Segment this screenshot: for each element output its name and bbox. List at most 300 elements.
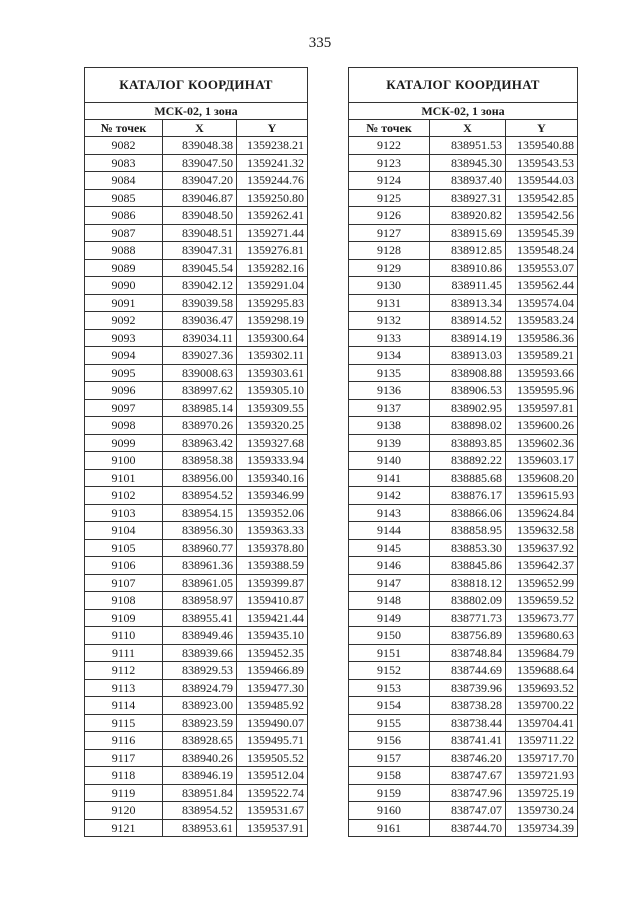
table-row bbox=[349, 749, 578, 767]
table-row bbox=[349, 522, 578, 540]
point-number-cell: 9094 bbox=[85, 347, 163, 365]
point-number-cell: 9138 bbox=[349, 417, 430, 435]
y-coordinate-cell: 1359238.21 bbox=[237, 137, 308, 155]
table-row bbox=[349, 329, 578, 347]
table-row bbox=[349, 294, 578, 312]
point-number-cell: 9119 bbox=[85, 784, 163, 802]
point-number-cell: 9161 bbox=[349, 819, 430, 837]
table-row bbox=[85, 294, 308, 312]
x-coordinate-cell: 838956.30 bbox=[163, 522, 237, 540]
table-row bbox=[349, 452, 578, 470]
table-row bbox=[85, 224, 308, 242]
y-coordinate-cell: 1359295.83 bbox=[237, 294, 308, 312]
point-number-cell: 9083 bbox=[85, 154, 163, 172]
x-coordinate-cell: 838927.31 bbox=[430, 189, 506, 207]
table-row bbox=[349, 382, 578, 400]
y-coordinate-cell: 1359725.19 bbox=[506, 784, 578, 802]
x-coordinate-cell: 838910.86 bbox=[430, 259, 506, 277]
x-coordinate-cell: 838914.19 bbox=[430, 329, 506, 347]
x-coordinate-cell: 838954.52 bbox=[163, 802, 237, 820]
point-number-cell: 9134 bbox=[349, 347, 430, 365]
point-number-cell: 9132 bbox=[349, 312, 430, 330]
table-row bbox=[349, 732, 578, 750]
point-number-cell: 9141 bbox=[349, 469, 430, 487]
table-row bbox=[85, 679, 308, 697]
table-row bbox=[85, 469, 308, 487]
table-row bbox=[349, 662, 578, 680]
x-coordinate-cell: 838915.69 bbox=[430, 224, 506, 242]
point-number-cell: 9131 bbox=[349, 294, 430, 312]
point-number-cell: 9092 bbox=[85, 312, 163, 330]
x-coordinate-cell: 838960.77 bbox=[163, 539, 237, 557]
x-coordinate-cell: 838951.84 bbox=[163, 784, 237, 802]
y-coordinate-cell: 1359652.99 bbox=[506, 574, 578, 592]
y-coordinate-cell: 1359603.17 bbox=[506, 452, 578, 470]
x-coordinate-cell: 838954.15 bbox=[163, 504, 237, 522]
point-number-cell: 9091 bbox=[85, 294, 163, 312]
x-coordinate-cell: 838961.36 bbox=[163, 557, 237, 575]
table-row bbox=[349, 627, 578, 645]
x-coordinate-cell: 838954.52 bbox=[163, 487, 237, 505]
x-coordinate-cell: 838940.26 bbox=[163, 749, 237, 767]
point-number-cell: 9090 bbox=[85, 277, 163, 295]
x-coordinate-cell: 839008.63 bbox=[163, 364, 237, 382]
x-coordinate-cell: 839045.54 bbox=[163, 259, 237, 277]
table-row bbox=[349, 434, 578, 452]
y-coordinate-cell: 1359244.76 bbox=[237, 172, 308, 190]
table-row bbox=[85, 627, 308, 645]
y-coordinate-cell: 1359512.04 bbox=[237, 767, 308, 785]
x-coordinate-cell: 838951.53 bbox=[430, 137, 506, 155]
point-number-cell: 9143 bbox=[349, 504, 430, 522]
point-number-cell: 9101 bbox=[85, 469, 163, 487]
x-coordinate-cell: 838738.28 bbox=[430, 697, 506, 715]
x-coordinate-cell: 838928.65 bbox=[163, 732, 237, 750]
table-row bbox=[85, 259, 308, 277]
column-header-x: X bbox=[163, 120, 237, 137]
x-coordinate-cell: 839034.11 bbox=[163, 329, 237, 347]
point-number-cell: 9100 bbox=[85, 452, 163, 470]
column-header-x: X bbox=[430, 120, 506, 137]
y-coordinate-cell: 1359721.93 bbox=[506, 767, 578, 785]
point-number-cell: 9097 bbox=[85, 399, 163, 417]
y-coordinate-cell: 1359262.41 bbox=[237, 207, 308, 225]
y-coordinate-cell: 1359490.07 bbox=[237, 714, 308, 732]
table-row bbox=[349, 364, 578, 382]
x-coordinate-cell: 838939.66 bbox=[163, 644, 237, 662]
point-number-cell: 9155 bbox=[349, 714, 430, 732]
y-coordinate-cell: 1359543.53 bbox=[506, 154, 578, 172]
column-header-point-number: № точек bbox=[349, 120, 430, 137]
x-coordinate-cell: 838771.73 bbox=[430, 609, 506, 627]
x-coordinate-cell: 838739.96 bbox=[430, 679, 506, 697]
y-coordinate-cell: 1359485.92 bbox=[237, 697, 308, 715]
table-row bbox=[349, 574, 578, 592]
y-coordinate-cell: 1359632.58 bbox=[506, 522, 578, 540]
point-number-cell: 9145 bbox=[349, 539, 430, 557]
point-number-cell: 9115 bbox=[85, 714, 163, 732]
x-coordinate-cell: 838876.17 bbox=[430, 487, 506, 505]
point-number-cell: 9140 bbox=[349, 452, 430, 470]
y-coordinate-cell: 1359303.61 bbox=[237, 364, 308, 382]
table-row bbox=[85, 732, 308, 750]
y-coordinate-cell: 1359589.21 bbox=[506, 347, 578, 365]
y-coordinate-cell: 1359562.44 bbox=[506, 277, 578, 295]
point-number-cell: 9154 bbox=[349, 697, 430, 715]
point-number-cell: 9096 bbox=[85, 382, 163, 400]
x-coordinate-cell: 838911.45 bbox=[430, 277, 506, 295]
y-coordinate-cell: 1359637.92 bbox=[506, 539, 578, 557]
y-coordinate-cell: 1359597.81 bbox=[506, 399, 578, 417]
x-coordinate-cell: 838845.86 bbox=[430, 557, 506, 575]
point-number-cell: 9151 bbox=[349, 644, 430, 662]
x-coordinate-cell: 838906.53 bbox=[430, 382, 506, 400]
y-coordinate-cell: 1359410.87 bbox=[237, 592, 308, 610]
x-coordinate-cell: 838858.95 bbox=[430, 522, 506, 540]
point-number-cell: 9099 bbox=[85, 434, 163, 452]
x-coordinate-cell: 838818.12 bbox=[430, 574, 506, 592]
table-row bbox=[349, 679, 578, 697]
y-coordinate-cell: 1359608.20 bbox=[506, 469, 578, 487]
x-coordinate-cell: 838747.07 bbox=[430, 802, 506, 820]
x-coordinate-cell: 838923.00 bbox=[163, 697, 237, 715]
y-coordinate-cell: 1359542.85 bbox=[506, 189, 578, 207]
table-row bbox=[85, 137, 308, 155]
point-number-cell: 9109 bbox=[85, 609, 163, 627]
point-number-cell: 9088 bbox=[85, 242, 163, 260]
x-coordinate-cell: 838929.53 bbox=[163, 662, 237, 680]
x-coordinate-cell: 838955.41 bbox=[163, 609, 237, 627]
y-coordinate-cell: 1359522.74 bbox=[237, 784, 308, 802]
table-row bbox=[349, 242, 578, 260]
table-row bbox=[349, 487, 578, 505]
y-coordinate-cell: 1359282.16 bbox=[237, 259, 308, 277]
table-row bbox=[85, 417, 308, 435]
table-row bbox=[349, 767, 578, 785]
x-coordinate-cell: 838961.05 bbox=[163, 574, 237, 592]
x-coordinate-cell: 839048.38 bbox=[163, 137, 237, 155]
table-row bbox=[85, 662, 308, 680]
y-coordinate-cell: 1359693.52 bbox=[506, 679, 578, 697]
point-number-cell: 9157 bbox=[349, 749, 430, 767]
table-row bbox=[85, 592, 308, 610]
y-coordinate-cell: 1359540.88 bbox=[506, 137, 578, 155]
x-coordinate-cell: 838898.02 bbox=[430, 417, 506, 435]
catalog-zone: МСК-02, 1 зона bbox=[85, 103, 308, 120]
table-row bbox=[85, 434, 308, 452]
y-coordinate-cell: 1359586.36 bbox=[506, 329, 578, 347]
catalog-body bbox=[349, 137, 578, 837]
x-coordinate-cell: 839046.87 bbox=[163, 189, 237, 207]
table-row bbox=[349, 189, 578, 207]
table-row bbox=[85, 609, 308, 627]
point-number-cell: 9093 bbox=[85, 329, 163, 347]
x-coordinate-cell: 838912.85 bbox=[430, 242, 506, 260]
x-coordinate-cell: 839048.50 bbox=[163, 207, 237, 225]
point-number-cell: 9087 bbox=[85, 224, 163, 242]
x-coordinate-cell: 838746.20 bbox=[430, 749, 506, 767]
y-coordinate-cell: 1359320.25 bbox=[237, 417, 308, 435]
point-number-cell: 9104 bbox=[85, 522, 163, 540]
y-coordinate-cell: 1359624.84 bbox=[506, 504, 578, 522]
point-number-cell: 9127 bbox=[349, 224, 430, 242]
point-number-cell: 9120 bbox=[85, 802, 163, 820]
y-coordinate-cell: 1359688.64 bbox=[506, 662, 578, 680]
table-row bbox=[349, 137, 578, 155]
table-row bbox=[85, 329, 308, 347]
y-coordinate-cell: 1359593.66 bbox=[506, 364, 578, 382]
table-row bbox=[349, 224, 578, 242]
point-number-cell: 9103 bbox=[85, 504, 163, 522]
x-coordinate-cell: 838945.30 bbox=[430, 154, 506, 172]
y-coordinate-cell: 1359477.30 bbox=[237, 679, 308, 697]
table-row bbox=[85, 574, 308, 592]
catalog-title: КАТАЛОГ КООРДИНАТ bbox=[85, 68, 308, 103]
point-number-cell: 9113 bbox=[85, 679, 163, 697]
table-row bbox=[85, 364, 308, 382]
x-coordinate-cell: 839047.50 bbox=[163, 154, 237, 172]
column-header-point-number: № точек bbox=[85, 120, 163, 137]
y-coordinate-cell: 1359271.44 bbox=[237, 224, 308, 242]
x-coordinate-cell: 838958.38 bbox=[163, 452, 237, 470]
y-coordinate-cell: 1359734.39 bbox=[506, 819, 578, 837]
point-number-cell: 9086 bbox=[85, 207, 163, 225]
point-number-cell: 9146 bbox=[349, 557, 430, 575]
y-coordinate-cell: 1359684.79 bbox=[506, 644, 578, 662]
table-row bbox=[85, 539, 308, 557]
x-coordinate-cell: 839042.12 bbox=[163, 277, 237, 295]
table-row bbox=[349, 504, 578, 522]
table-row bbox=[85, 277, 308, 295]
y-coordinate-cell: 1359595.96 bbox=[506, 382, 578, 400]
catalog-body bbox=[85, 137, 308, 837]
table-row bbox=[85, 802, 308, 820]
y-coordinate-cell: 1359352.06 bbox=[237, 504, 308, 522]
point-number-cell: 9137 bbox=[349, 399, 430, 417]
x-coordinate-cell: 838866.06 bbox=[430, 504, 506, 522]
table-row bbox=[85, 207, 308, 225]
table-row bbox=[349, 644, 578, 662]
point-number-cell: 9153 bbox=[349, 679, 430, 697]
point-number-cell: 9126 bbox=[349, 207, 430, 225]
x-coordinate-cell: 839047.20 bbox=[163, 172, 237, 190]
table-row bbox=[349, 259, 578, 277]
point-number-cell: 9089 bbox=[85, 259, 163, 277]
y-coordinate-cell: 1359642.37 bbox=[506, 557, 578, 575]
page-number: 335 bbox=[308, 35, 332, 51]
table-row bbox=[85, 172, 308, 190]
table-row bbox=[85, 819, 308, 837]
table-row bbox=[85, 697, 308, 715]
x-coordinate-cell: 838748.84 bbox=[430, 644, 506, 662]
coordinate-catalog-right bbox=[348, 67, 578, 837]
point-number-cell: 9110 bbox=[85, 627, 163, 645]
y-coordinate-cell: 1359363.33 bbox=[237, 522, 308, 540]
y-coordinate-cell: 1359548.24 bbox=[506, 242, 578, 260]
table-row bbox=[85, 452, 308, 470]
table-row bbox=[349, 399, 578, 417]
y-coordinate-cell: 1359553.07 bbox=[506, 259, 578, 277]
x-coordinate-cell: 838902.95 bbox=[430, 399, 506, 417]
point-number-cell: 9108 bbox=[85, 592, 163, 610]
catalog-title: КАТАЛОГ КООРДИНАТ bbox=[349, 68, 578, 103]
x-coordinate-cell: 838923.59 bbox=[163, 714, 237, 732]
y-coordinate-cell: 1359276.81 bbox=[237, 242, 308, 260]
y-coordinate-cell: 1359333.94 bbox=[237, 452, 308, 470]
table-row bbox=[349, 697, 578, 715]
coordinate-catalog-left bbox=[84, 67, 308, 837]
table-row bbox=[85, 714, 308, 732]
x-coordinate-cell: 838914.52 bbox=[430, 312, 506, 330]
point-number-cell: 9159 bbox=[349, 784, 430, 802]
table-row bbox=[85, 382, 308, 400]
point-number-cell: 9082 bbox=[85, 137, 163, 155]
point-number-cell: 9158 bbox=[349, 767, 430, 785]
x-coordinate-cell: 838946.19 bbox=[163, 767, 237, 785]
table-row bbox=[85, 242, 308, 260]
x-coordinate-cell: 838956.00 bbox=[163, 469, 237, 487]
point-number-cell: 9111 bbox=[85, 644, 163, 662]
y-coordinate-cell: 1359673.77 bbox=[506, 609, 578, 627]
table-row bbox=[349, 469, 578, 487]
point-number-cell: 9118 bbox=[85, 767, 163, 785]
y-coordinate-cell: 1359505.52 bbox=[237, 749, 308, 767]
y-coordinate-cell: 1359704.41 bbox=[506, 714, 578, 732]
point-number-cell: 9085 bbox=[85, 189, 163, 207]
x-coordinate-cell: 838893.85 bbox=[430, 434, 506, 452]
table-row bbox=[349, 207, 578, 225]
table-row bbox=[349, 154, 578, 172]
table-row bbox=[85, 644, 308, 662]
table-row bbox=[349, 557, 578, 575]
point-number-cell: 9135 bbox=[349, 364, 430, 382]
point-number-cell: 9148 bbox=[349, 592, 430, 610]
table-row bbox=[85, 504, 308, 522]
x-coordinate-cell: 838853.30 bbox=[430, 539, 506, 557]
y-coordinate-cell: 1359241.32 bbox=[237, 154, 308, 172]
table-row bbox=[85, 399, 308, 417]
table-row bbox=[85, 189, 308, 207]
point-number-cell: 9160 bbox=[349, 802, 430, 820]
table-row bbox=[85, 557, 308, 575]
point-number-cell: 9136 bbox=[349, 382, 430, 400]
point-number-cell: 9116 bbox=[85, 732, 163, 750]
x-coordinate-cell: 838747.67 bbox=[430, 767, 506, 785]
point-number-cell: 9149 bbox=[349, 609, 430, 627]
y-coordinate-cell: 1359583.24 bbox=[506, 312, 578, 330]
y-coordinate-cell: 1359545.39 bbox=[506, 224, 578, 242]
x-coordinate-cell: 839027.36 bbox=[163, 347, 237, 365]
point-number-cell: 9144 bbox=[349, 522, 430, 540]
point-number-cell: 9117 bbox=[85, 749, 163, 767]
x-coordinate-cell: 838920.82 bbox=[430, 207, 506, 225]
x-coordinate-cell: 839048.51 bbox=[163, 224, 237, 242]
x-coordinate-cell: 838747.96 bbox=[430, 784, 506, 802]
x-coordinate-cell: 838908.88 bbox=[430, 364, 506, 382]
x-coordinate-cell: 838802.09 bbox=[430, 592, 506, 610]
x-coordinate-cell: 838892.22 bbox=[430, 452, 506, 470]
y-coordinate-cell: 1359466.89 bbox=[237, 662, 308, 680]
y-coordinate-cell: 1359574.04 bbox=[506, 294, 578, 312]
y-coordinate-cell: 1359531.67 bbox=[237, 802, 308, 820]
column-header-y: Y bbox=[506, 120, 578, 137]
table-row bbox=[349, 277, 578, 295]
point-number-cell: 9130 bbox=[349, 277, 430, 295]
table-row bbox=[349, 417, 578, 435]
x-coordinate-cell: 838949.46 bbox=[163, 627, 237, 645]
y-coordinate-cell: 1359542.56 bbox=[506, 207, 578, 225]
point-number-cell: 9095 bbox=[85, 364, 163, 382]
y-coordinate-cell: 1359305.10 bbox=[237, 382, 308, 400]
table-row bbox=[349, 784, 578, 802]
y-coordinate-cell: 1359600.26 bbox=[506, 417, 578, 435]
y-coordinate-cell: 1359421.44 bbox=[237, 609, 308, 627]
point-number-cell: 9102 bbox=[85, 487, 163, 505]
x-coordinate-cell: 838741.41 bbox=[430, 732, 506, 750]
table-row bbox=[85, 312, 308, 330]
x-coordinate-cell: 838885.68 bbox=[430, 469, 506, 487]
point-number-cell: 9114 bbox=[85, 697, 163, 715]
x-coordinate-cell: 838963.42 bbox=[163, 434, 237, 452]
catalog-zone: МСК-02, 1 зона bbox=[349, 103, 578, 120]
y-coordinate-cell: 1359340.16 bbox=[237, 469, 308, 487]
x-coordinate-cell: 839039.58 bbox=[163, 294, 237, 312]
y-coordinate-cell: 1359700.22 bbox=[506, 697, 578, 715]
y-coordinate-cell: 1359659.52 bbox=[506, 592, 578, 610]
y-coordinate-cell: 1359291.04 bbox=[237, 277, 308, 295]
table-row bbox=[85, 487, 308, 505]
table-row bbox=[349, 609, 578, 627]
table-row bbox=[349, 172, 578, 190]
point-number-cell: 9150 bbox=[349, 627, 430, 645]
x-coordinate-cell: 838924.79 bbox=[163, 679, 237, 697]
point-number-cell: 9084 bbox=[85, 172, 163, 190]
x-coordinate-cell: 838744.69 bbox=[430, 662, 506, 680]
point-number-cell: 9123 bbox=[349, 154, 430, 172]
x-coordinate-cell: 838913.03 bbox=[430, 347, 506, 365]
table-row bbox=[349, 539, 578, 557]
y-coordinate-cell: 1359309.55 bbox=[237, 399, 308, 417]
point-number-cell: 9128 bbox=[349, 242, 430, 260]
x-coordinate-cell: 839036.47 bbox=[163, 312, 237, 330]
y-coordinate-cell: 1359615.93 bbox=[506, 487, 578, 505]
column-header-y: Y bbox=[237, 120, 308, 137]
point-number-cell: 9125 bbox=[349, 189, 430, 207]
table-row bbox=[85, 749, 308, 767]
point-number-cell: 9124 bbox=[349, 172, 430, 190]
y-coordinate-cell: 1359327.68 bbox=[237, 434, 308, 452]
y-coordinate-cell: 1359452.35 bbox=[237, 644, 308, 662]
x-coordinate-cell: 838756.89 bbox=[430, 627, 506, 645]
x-coordinate-cell: 838997.62 bbox=[163, 382, 237, 400]
y-coordinate-cell: 1359544.03 bbox=[506, 172, 578, 190]
x-coordinate-cell: 838958.97 bbox=[163, 592, 237, 610]
y-coordinate-cell: 1359711.22 bbox=[506, 732, 578, 750]
x-coordinate-cell: 838913.34 bbox=[430, 294, 506, 312]
y-coordinate-cell: 1359250.80 bbox=[237, 189, 308, 207]
point-number-cell: 9156 bbox=[349, 732, 430, 750]
y-coordinate-cell: 1359730.24 bbox=[506, 802, 578, 820]
table-row bbox=[349, 714, 578, 732]
x-coordinate-cell: 839047.31 bbox=[163, 242, 237, 260]
table-row bbox=[85, 347, 308, 365]
table-row bbox=[85, 522, 308, 540]
point-number-cell: 9098 bbox=[85, 417, 163, 435]
x-coordinate-cell: 838970.26 bbox=[163, 417, 237, 435]
point-number-cell: 9122 bbox=[349, 137, 430, 155]
point-number-cell: 9112 bbox=[85, 662, 163, 680]
x-coordinate-cell: 838738.44 bbox=[430, 714, 506, 732]
